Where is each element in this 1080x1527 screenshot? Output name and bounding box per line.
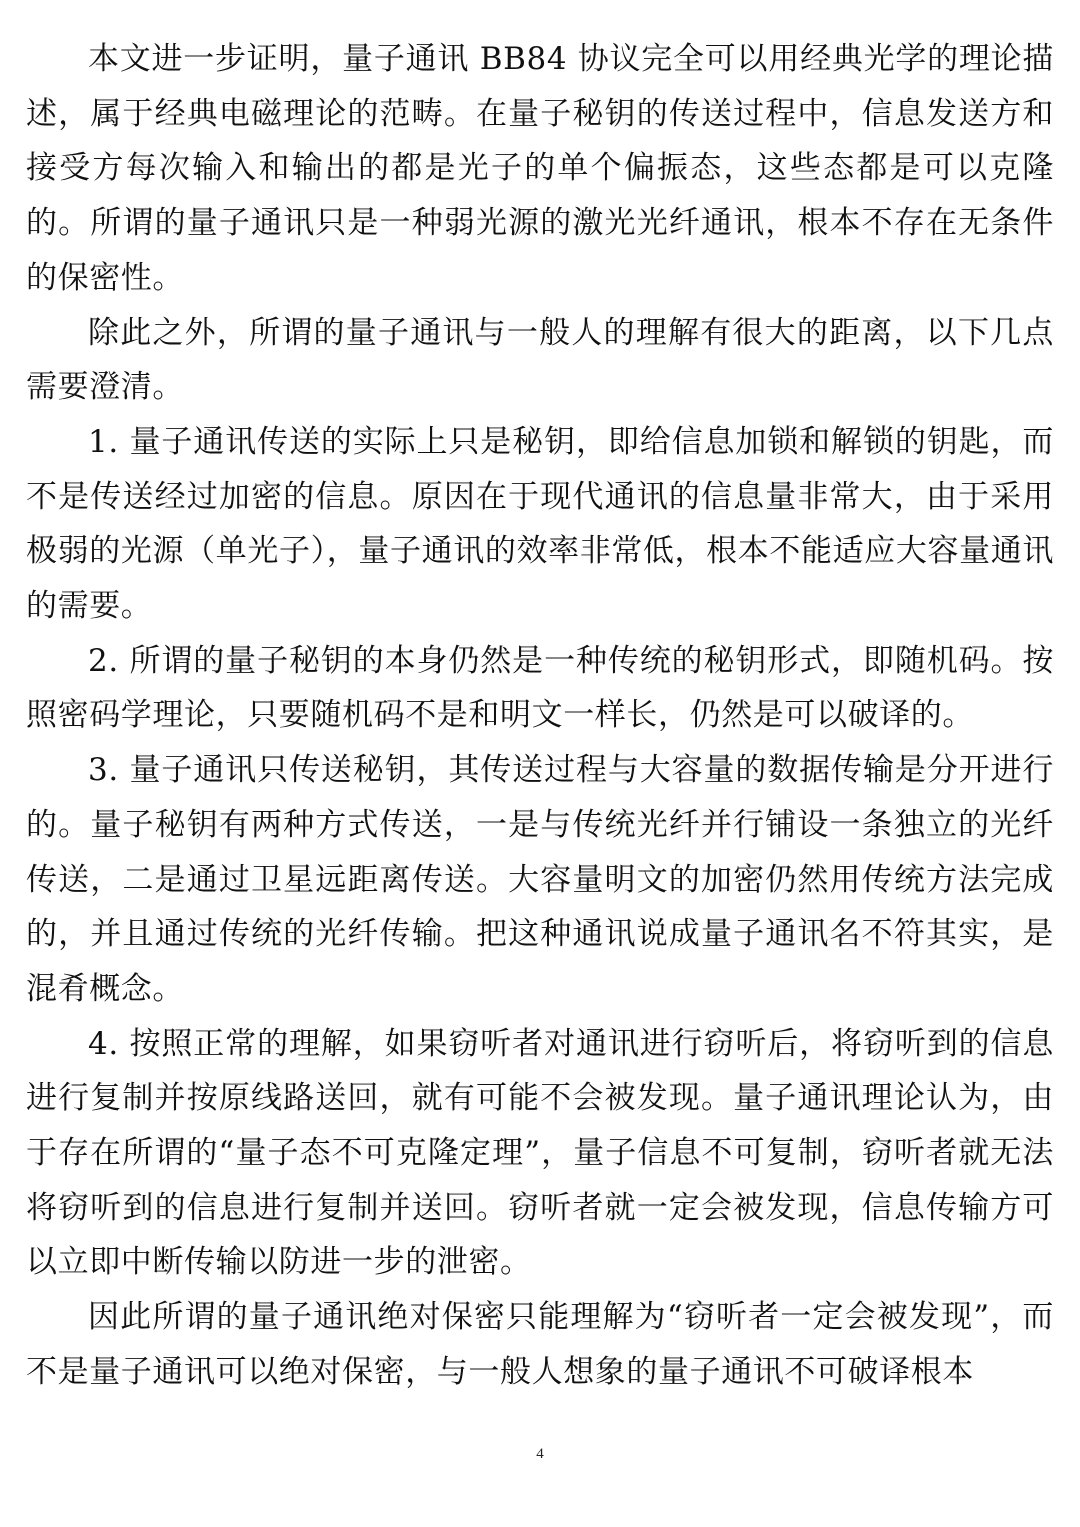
paragraph-intro-summary: 本文进一步证明，量子通讯 BB84 协议完全可以用经典光学的理论描述，属于经典电磁理论的范畴。在量子秘钥的传送过程中，信息发送方和接受方每次输入和输出的都是光子的单个偏振态，这些态都是可以克隆的。所谓的量子通讯只是一种弱光源的激光光纤通讯，根本不存在无条件的保密性。 [26, 41, 1054, 296]
paragraph-point-1: 1. 量子通讯传送的实际上只是秘钥，即给信息加锁和解锁的钥匙，而不是传送经过加密的信息。原因在于现代通讯的信息量非常大，由于采用极弱的光源（单光子），量子通讯的效率非常低，根本不能适应大容量通讯的需要。 [26, 423, 1054, 625]
paragraph-conclusion: 因此所谓的量子通讯绝对保密只能理解为“窃听者一定会被发现”，而不是量子通讯可以绝对保密，与一般人想象的量子通讯不可破译根本 [26, 1299, 1054, 1390]
paragraph-point-4: 4. 按照正常的理解，如果窃听者对通讯进行窃听后，将窃听到的信息进行复制并按原线路送回，就有可能不会被发现。量子通讯理论认为，由于存在所谓的“量子态不可克隆定理”，量子信息不可复制，窃听者就无法将窃听到的信息进行复制并送回。窃听者就一定会被发现，信息传输方可以立即中断传输以防进一步的泄密。 [26, 1025, 1054, 1281]
document-body [26, 32, 1054, 1400]
paragraph-clarifications-intro: 除此之外，所谓的量子通讯与一般人的理解有很大的距离，以下几点需要澄清。 [26, 314, 1054, 406]
page-number: 4 [536, 1446, 544, 1462]
paragraph-point-3: 3. 量子通讯只传送秘钥，其传送过程与大容量的数据传输是分开进行的。量子秘钥有两种方式传送，一是与传统光纤并行铺设一条独立的光纤传送，二是通过卫星远距离传送。大容量明文的加密仍然用传统方法完成的，并且通过传统的光纤传输。把这种通讯说成量子通讯名不符其实，是混肴概念。 [26, 752, 1054, 1007]
paragraph-point-2: 2. 所谓的量子秘钥的本身仍然是一种传统的秘钥形式，即随机码。按照密码学理论，只要随机码不是和明文一样长，仍然是可以破译的。 [26, 642, 1054, 734]
